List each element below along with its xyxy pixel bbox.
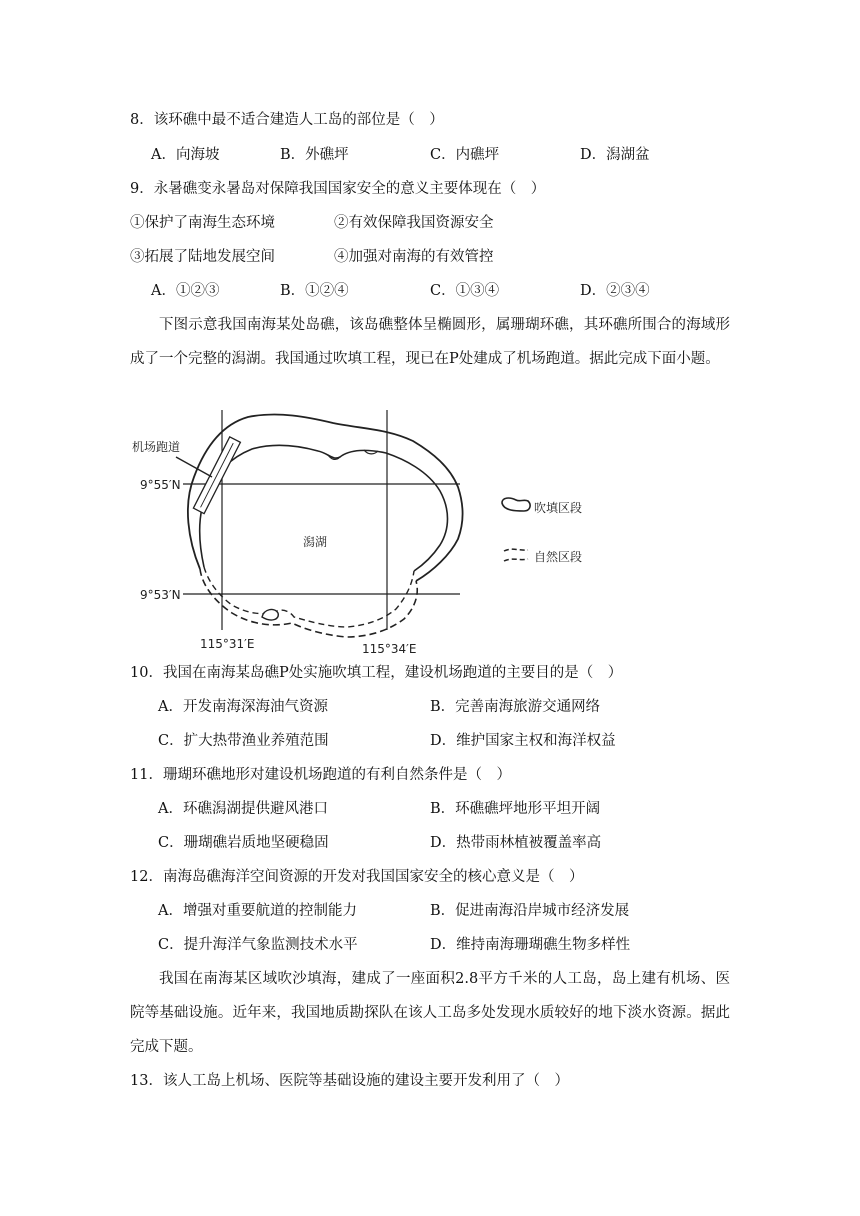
lat-bottom-label: 9°53′N — [140, 588, 181, 602]
q9-option-b: B．①②④ — [280, 283, 349, 299]
atoll-map — [128, 405, 598, 657]
lon-right-label: 115°34′E — [362, 642, 417, 656]
q11-option-d: D．热带雨林植被覆盖率高 — [430, 835, 602, 851]
question-11-stem: 11．珊瑚环礁地形对建设机场跑道的有利自然条件是（ ） — [130, 767, 511, 783]
passage-2 — [130, 962, 730, 1064]
runway — [193, 437, 240, 514]
legend-natural-symbol — [504, 549, 528, 561]
q9-statement-2: ②有效保障我国资源安全 — [334, 215, 494, 231]
q11-option-b: B．环礁礁坪地形平坦开阔 — [430, 801, 601, 817]
lat-top-label: 9°55′N — [140, 478, 181, 492]
natural-section-inner — [204, 567, 414, 627]
q9-option-a: A．①②③ — [151, 283, 220, 299]
question-8-stem: 8．该环礁中最不适合建造人工岛的部位是（ ） — [130, 112, 444, 128]
question-13-stem: 13．该人工岛上机场、医院等基础设施的建设主要开发利用了（ ） — [130, 1073, 569, 1089]
runway-pointer-line — [176, 457, 212, 477]
lon-left-label: 115°31′E — [200, 637, 255, 651]
q9-option-c: C．①③④ — [430, 283, 500, 299]
q10-option-b: B．完善南海旅游交通网络 — [430, 699, 601, 715]
q11-option-a: A．环礁潟湖提供避风港口 — [158, 801, 328, 817]
legend-reclaimed-label: 吹填区段 — [534, 501, 583, 515]
runway-label: 机场跑道 — [132, 440, 181, 454]
q8-option-a: A．向海坡 — [151, 147, 220, 163]
question-10-stem: 10．我国在南海某岛礁P处实施吹填工程，建设机场跑道的主要目的是（ ） — [130, 665, 623, 681]
q8-option-c: C．内礁坪 — [430, 147, 500, 163]
q10-option-c: C．扩大热带渔业养殖范围 — [158, 733, 329, 749]
legend-natural-label: 自然区段 — [534, 550, 583, 564]
q12-option-d: D．维持南海珊瑚礁生物多样性 — [430, 937, 631, 953]
q9-statement-4: ④加强对南海的有效管控 — [334, 249, 494, 265]
q12-option-a: A．增强对重要航道的控制能力 — [158, 903, 357, 919]
passage-2-text: 我国在南海某区域吹沙填海，建成了一座面积2.8平方千米的人工岛，岛上建有机场、医院等基础设施。近年来，我国地质勘探队在该人工岛多处发现水质较好的地下淡水资源。据此完成下题。 — [130, 971, 730, 1055]
passage-1-text: 下图示意我国南海某处岛礁，该岛礁整体呈椭圆形，属珊瑚环礁，其环礁所围合的海域形成了一个完整的潟湖。我国通过吹填工程，现已在P处建成了机场跑道。据此完成下面小题。 — [130, 317, 730, 367]
lagoon-label: 潟湖 — [303, 535, 328, 549]
q9-statement-3: ③拓展了陆地发展空间 — [130, 249, 275, 265]
q8-option-d: D．潟湖盆 — [580, 147, 650, 163]
q11-option-c: C．珊瑚礁岩质地坚硬稳固 — [158, 835, 329, 851]
legend-reclaimed-symbol — [502, 498, 530, 511]
q10-option-d: D．维护国家主权和海洋权益 — [430, 733, 616, 749]
q10-option-a: A．开发南海深海油气资源 — [158, 699, 328, 715]
q9-option-d: D．②③④ — [580, 283, 650, 299]
q12-option-c: C．提升海洋气象监测技术水平 — [158, 937, 358, 953]
question-12-stem: 12．南海岛礁海洋空间资源的开发对我国国家安全的核心意义是（ ） — [130, 869, 584, 885]
passage-1 — [130, 308, 730, 376]
q12-option-b: B．促进南海沿岸城市经济发展 — [430, 903, 630, 919]
natural-section-outer — [200, 569, 417, 637]
q8-option-b: B．外礁坪 — [280, 147, 349, 163]
reclaimed-inner-edge — [200, 445, 448, 571]
question-9-stem: 9．永暑礁变永暑岛对保障我国国家安全的意义主要体现在（ ） — [130, 181, 546, 197]
q9-statement-1: ①保护了南海生态环境 — [130, 215, 275, 231]
